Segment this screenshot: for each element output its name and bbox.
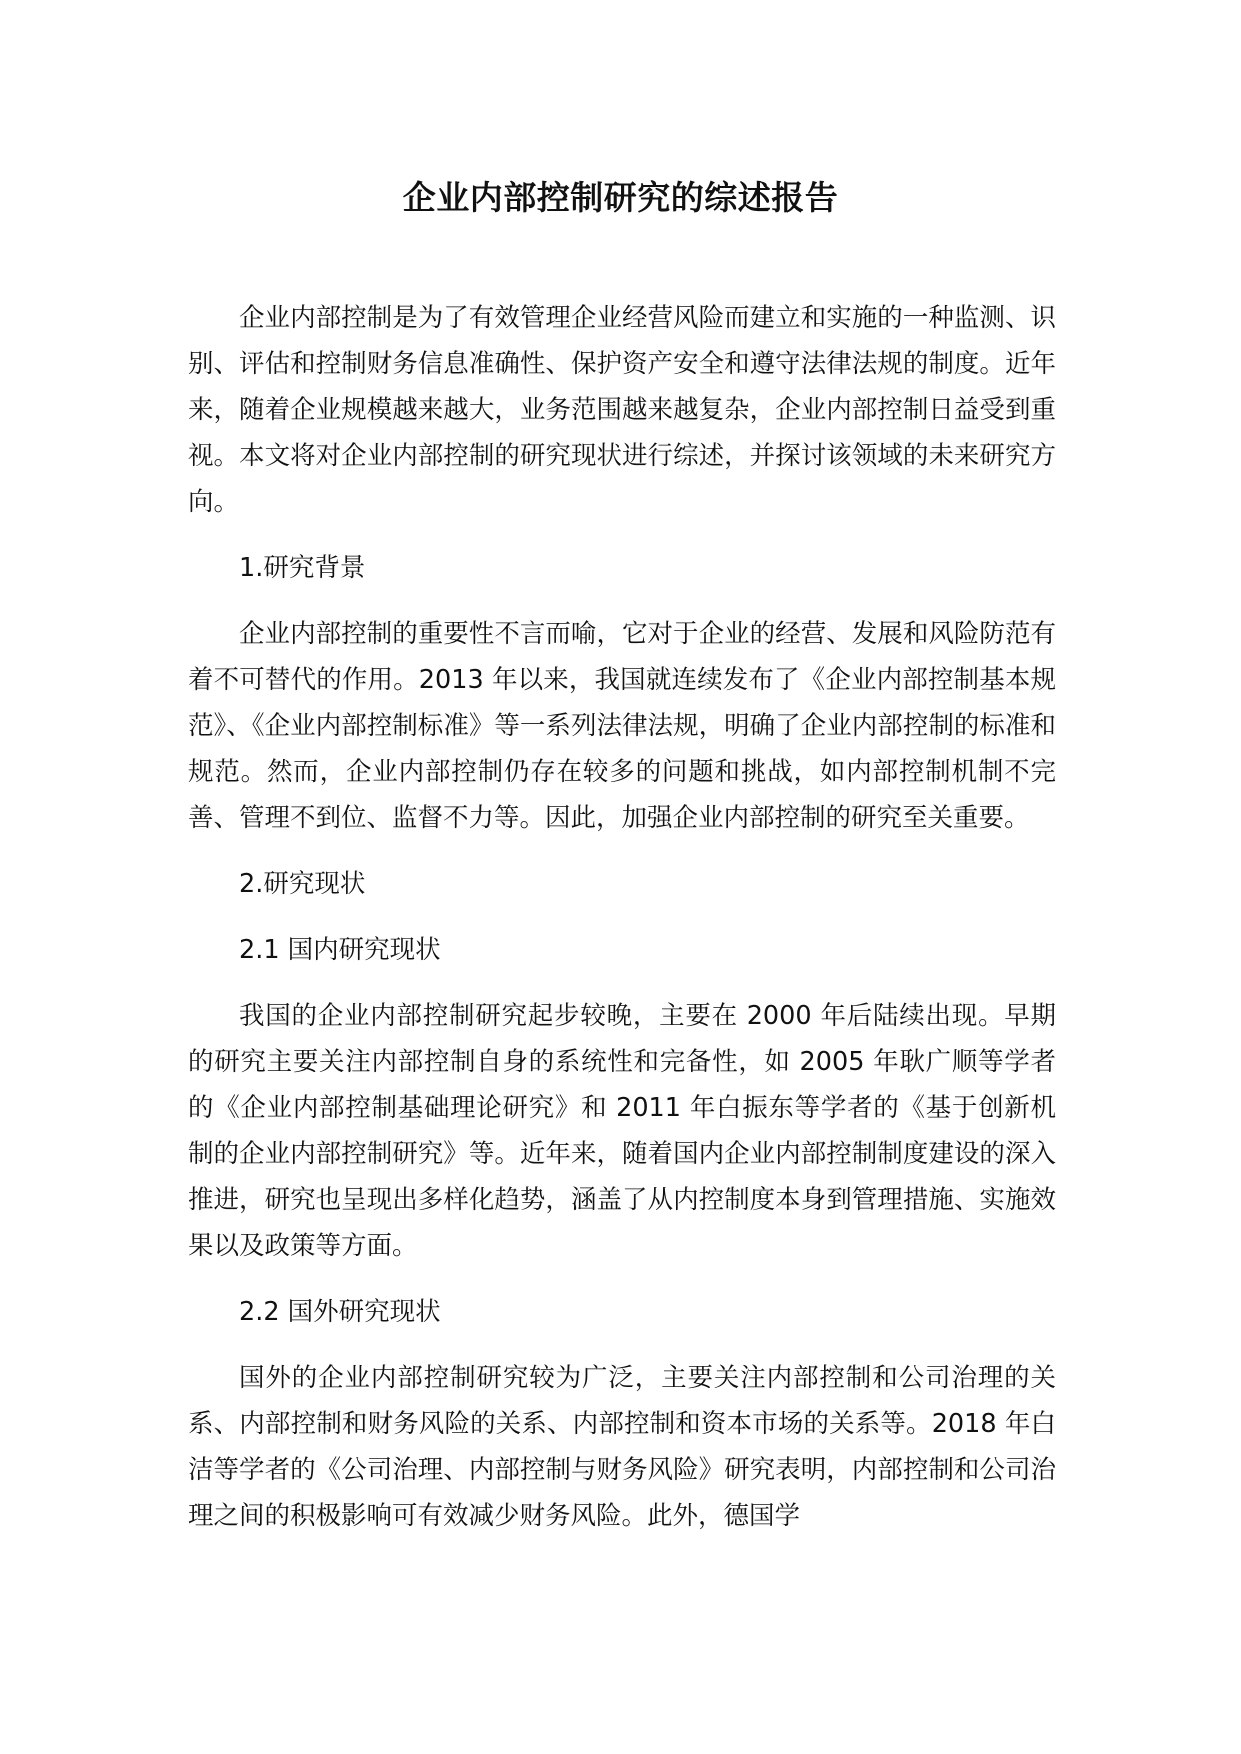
section-heading-background: 1.研究背景 xyxy=(239,553,366,583)
subsection-heading-domestic: 2.1 国内研究现状 xyxy=(239,935,441,965)
domestic-paragraph: 我国的企业内部控制研究起步较晚，主要在 2000 年后陆续出现。早期的研究主要关注内部控制自身的系统性和完备性，如 2005 年耿广顺等学者的《企业内部控制基础理论研究》和 2011 年白振东等学者的《基于创新机制的企业内部控制研究》等。近年来，随着国内企业内部控制制度建设的深入推进，研究也呈现出多样化趋势，涵盖了从内控制度本身到管理措施、实施效果以及政策等方面。 xyxy=(188,1001,1056,1261)
section-heading-status: 2.研究现状 xyxy=(239,869,366,899)
intro-paragraph: 企业内部控制是为了有效管理企业经营风险而建立和实施的一种监测、识别、评估和控制财务信息准确性、保护资产安全和遵守法律法规的制度。近年来，随着企业规模越来越大，业务范围越来越复杂，企业内部控制日益受到重视。本文将对企业内部控制的研究现状进行综述，并探讨该领域的未来研究方向。 xyxy=(188,303,1056,517)
foreign-paragraph: 国外的企业内部控制研究较为广泛，主要关注内部控制和公司治理的关系、内部控制和财务风险的关系、内部控制和资本市场的关系等。2018 年白洁等学者的《公司治理、内部控制与财务风险》研究表明，内部控制和公司治理之间的积极影响可有效减少财务风险。此外，德国学 xyxy=(188,1363,1056,1531)
background-paragraph: 企业内部控制的重要性不言而喻，它对于企业的经营、发展和风险防范有着不可替代的作用。2013 年以来，我国就连续发布了《企业内部控制基本规范》、《企业内部控制标准》等一系列法律法规，明确了企业内部控制的标准和规范。然而，企业内部控制仍存在较多的问题和挑战，如内部控制机制不完善、管理不到位、监督不力等。因此，加强企业内部控制的研究至关重要。 xyxy=(188,619,1056,833)
document-title: 企业内部控制研究的综述报告 xyxy=(402,178,839,217)
subsection-heading-foreign: 2.2 国外研究现状 xyxy=(239,1297,441,1327)
document-body xyxy=(188,295,1056,1559)
